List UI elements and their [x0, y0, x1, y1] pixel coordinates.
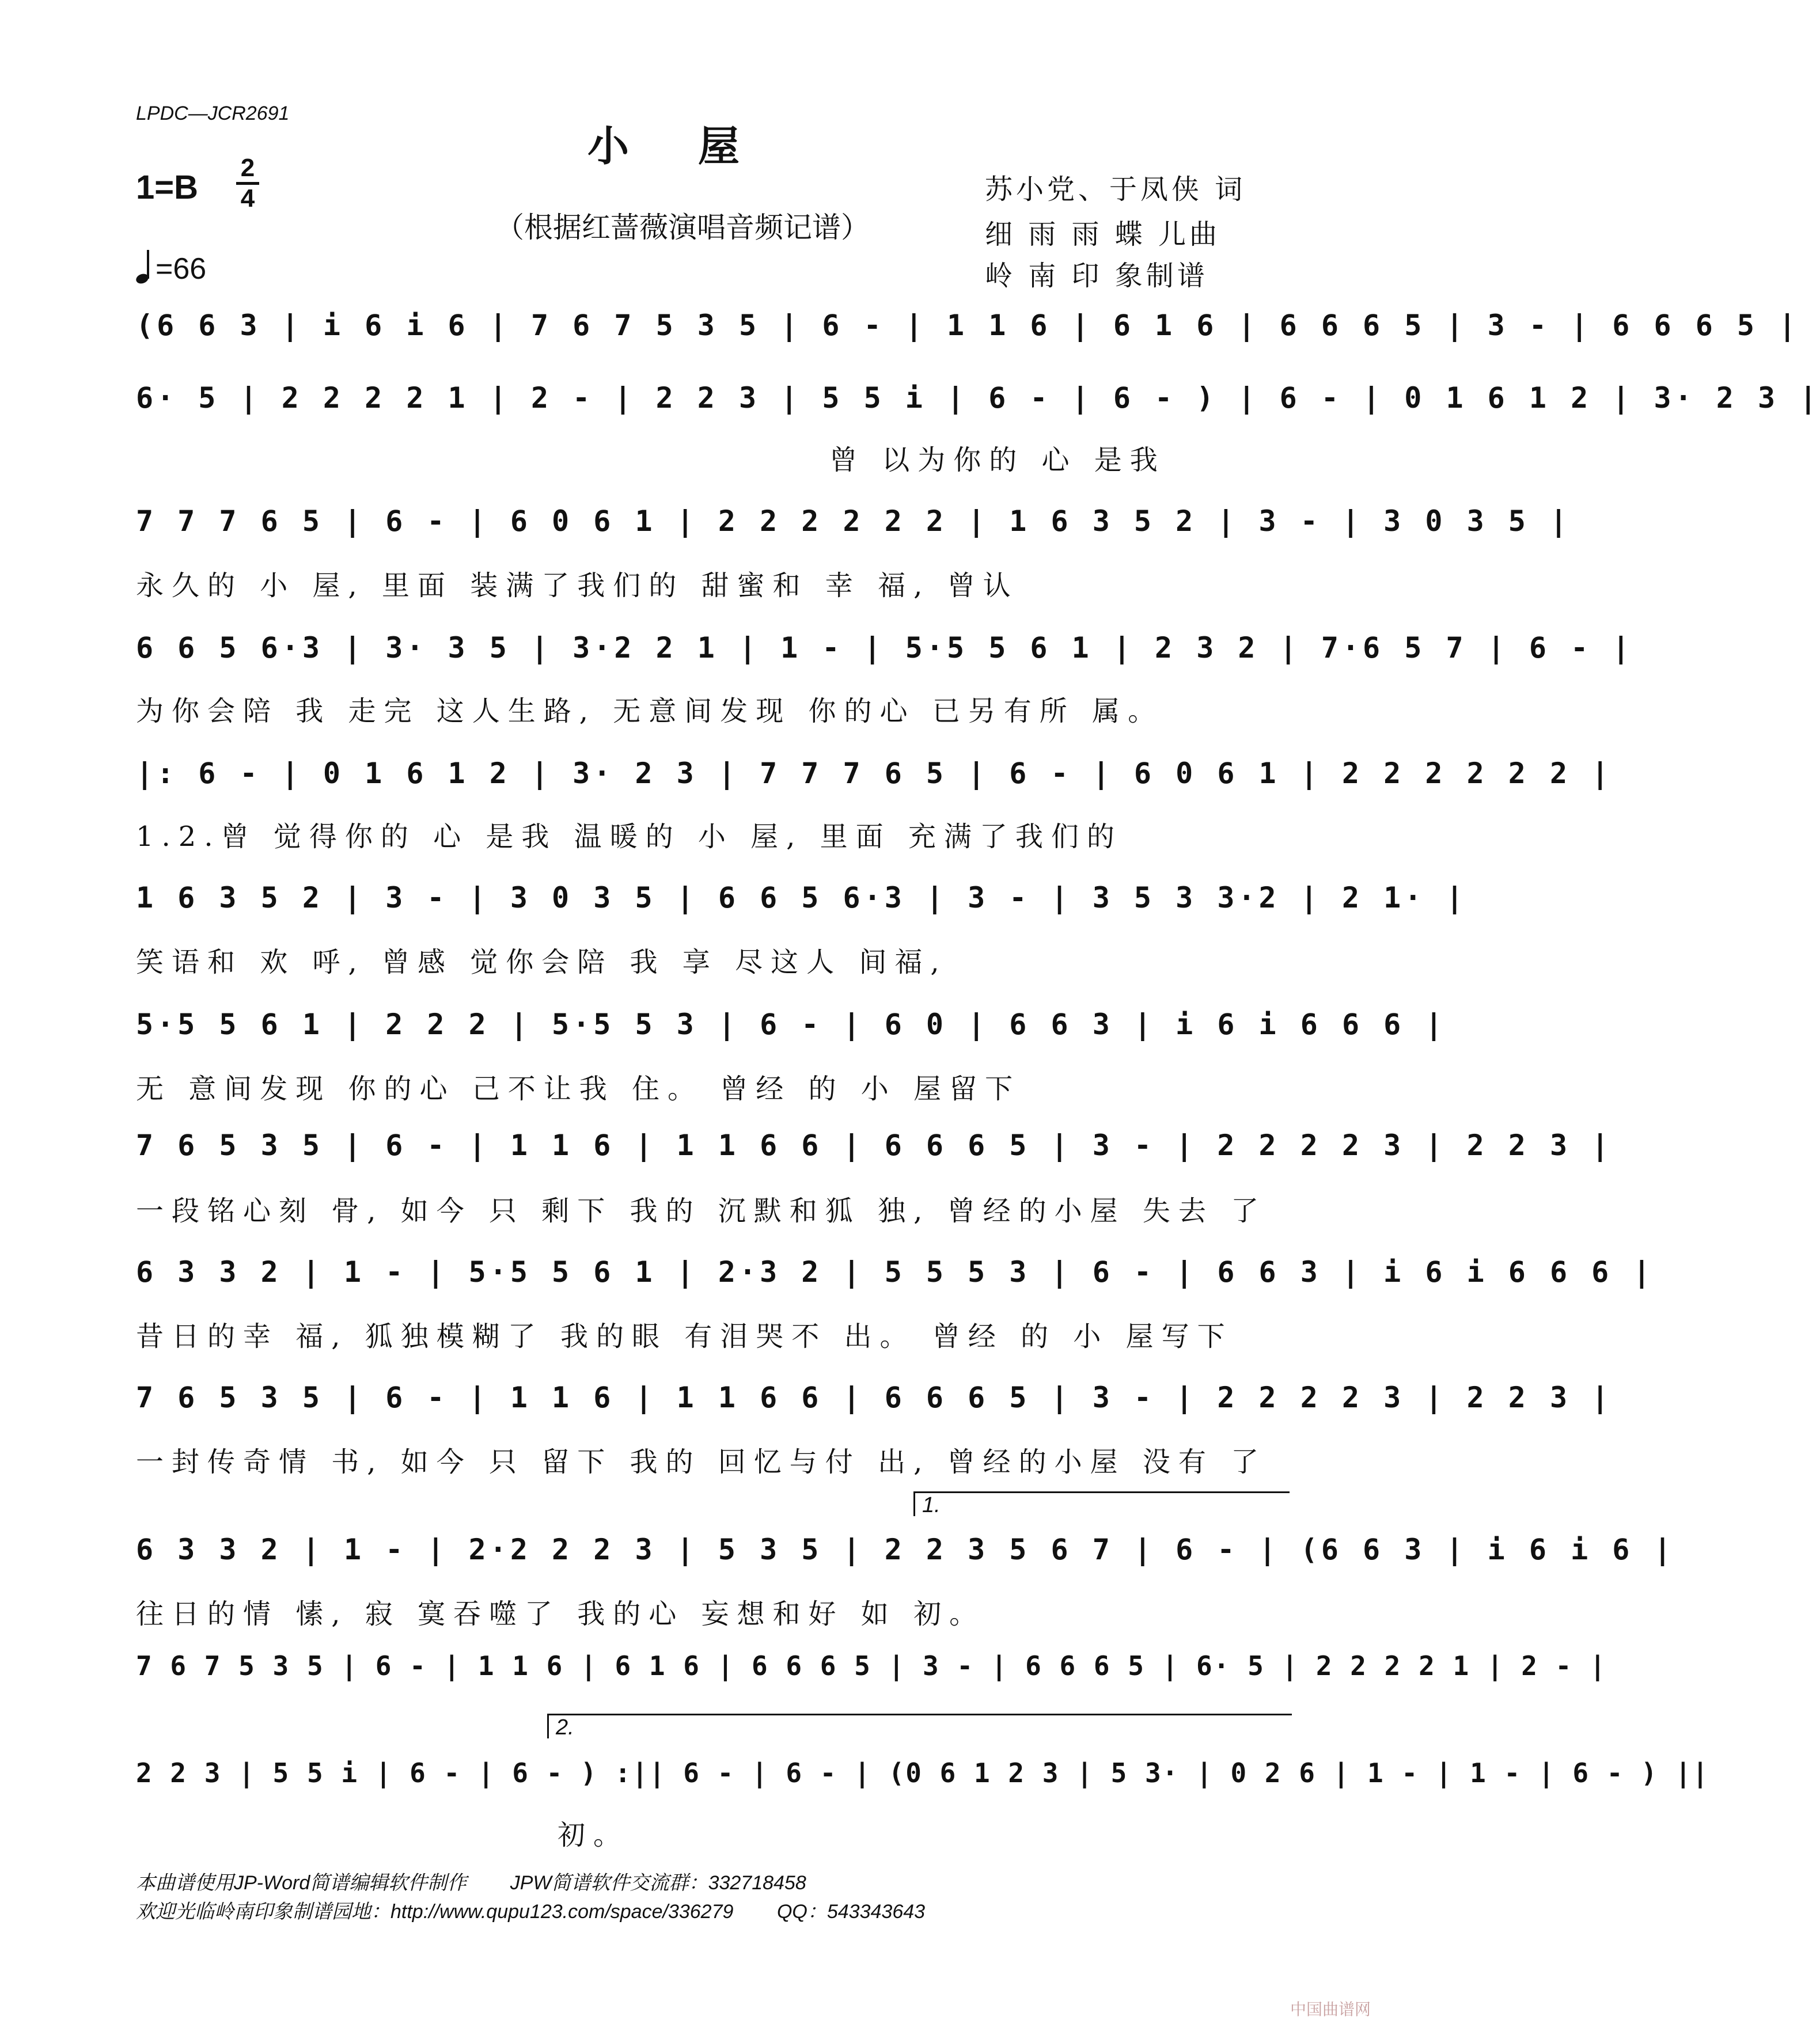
score-code: LPDC—JCR2691	[136, 102, 290, 124]
lyric-line: 曾 以为你的 心 是我	[829, 444, 1166, 476]
lyric-line: 1.2.曾 觉得你的 心 是我 温暖的 小 屋, 里面 充满了我们的	[136, 821, 1123, 853]
subtitle: （根据红蔷薇演唱音频记谱）	[495, 211, 870, 244]
volta-label-2: 2.	[556, 1715, 574, 1740]
tempo-marking	[136, 249, 206, 286]
quarter-note-icon	[136, 249, 151, 283]
notation-line: 7 7 7 6 5 | 6 - | 6 0 6 1 | 2 2 2 2 2 2 | 1 6 3 5 2 | 3 - | 3 0 3 5 |	[136, 504, 1571, 538]
meter-bottom: 4	[240, 184, 255, 212]
notation-line: 6 6 5 6·3 | 3· 3 5 | 3·2 2 1 | 1 - | 5·5 5 6 1 | 2 3 2 | 7·6 5 7 | 6 - |	[136, 631, 1633, 665]
lyric-line: 无 意间发现 你的心 己不让我 住。 曾经 的 小 屋留下	[136, 1073, 1021, 1105]
volta-bracket-2	[547, 1714, 1292, 1738]
notation-line: 7 6 7 5 3 5 | 6 - | 1 1 6 | 6 1 6 | 6 6 6 5 | 3 - | 6 6 6 5 | 6· 5 | 2 2 2 2 1 | 2 - |	[136, 1650, 1607, 1681]
credit-arranger: 岭 南 印 象制谱	[985, 260, 1208, 292]
lyric-line: 昔日的幸 福, 狐独模糊了 我的眼 有泪哭不 出。 曾经 的 小 屋写下	[136, 1320, 1233, 1353]
lyric-line: 笑语和 欢 呼, 曾感 觉你会陪 我 享 尽这人 间福,	[136, 946, 947, 978]
notation-line: |: 6 - | 0 1 6 1 2 | 3· 2 3 | 7 7 7 6 5 | 6 - | 6 0 6 1 | 2 2 2 2 2 2 |	[136, 757, 1613, 790]
notation-line: 1 6 3 5 2 | 3 - | 3 0 3 5 | 6 6 5 6·3 | 3 - | 3 5 3 3·2 | 2 1· |	[136, 881, 1467, 914]
song-title: 小屋	[587, 121, 809, 170]
credit-composer: 细 雨 雨 蝶 儿曲	[985, 218, 1221, 250]
lyric-line: 为你会陪 我 走完 这人生路, 无意间发现 你的心 已另有所 属。	[136, 695, 1164, 727]
credit-lyricist: 苏小党、于凤侠 词	[985, 173, 1246, 206]
notation-line: 6· 5 | 2 2 2 2 1 | 2 - | 2 2 3 | 5 5 i | 6 - | 6 - ) | 6 - | 0 1 6 1 2 | 3· 2 3 |	[136, 381, 1820, 415]
notation-line: 6 3 3 2 | 1 - | 2·2 2 2 3 | 5 3 5 | 2 2 3 5 6 7 | 6 - | (6 6 3 | i 6 i 6 |	[136, 1533, 1675, 1566]
notation-line: (6 6 3 | i 6 i 6 | 7 6 7 5 3 5 | 6 - | 1 1 6 | 6 1 6 | 6 6 6 5 | 3 - | 6 6 6 5 |	[136, 309, 1800, 342]
lyric-line: 往日的情 愫, 寂 寞吞噬了 我的心 妄想和好 如 初。	[136, 1598, 985, 1630]
tempo-value: =66	[156, 252, 207, 286]
notation-line: 5·5 5 6 1 | 2 2 2 | 5·5 5 3 | 6 - | 6 0 | 6 6 3 | i 6 i 6 6 6 |	[136, 1008, 1446, 1041]
key-signature: 1=B	[136, 169, 199, 206]
time-signature	[236, 155, 259, 211]
volta-bracket-1	[913, 1491, 1290, 1516]
lyric-line: 永久的 小 屋, 里面 装满了我们的 甜蜜和 幸 福, 曾认	[136, 569, 1019, 602]
lyric-line: 初。	[558, 1819, 630, 1851]
notation-line: 7 6 5 3 5 | 6 - | 1 1 6 | 1 1 6 6 | 6 6 6 5 | 3 - | 2 2 2 2 3 | 2 2 3 |	[136, 1129, 1613, 1162]
footer-website-note: 欢迎光临岭南印象制谱园地：http://www.qupu123.com/space/336279 QQ：543343643	[136, 1901, 926, 1923]
volta-label-1: 1.	[922, 1493, 941, 1517]
notation-line: 7 6 5 3 5 | 6 - | 1 1 6 | 1 1 6 6 | 6 6 6 5 | 3 - | 2 2 2 2 3 | 2 2 3 |	[136, 1381, 1613, 1414]
lyric-line: 一段铭心刻 骨, 如今 只 剩下 我的 沉默和狐 独, 曾经的小屋 失去 了	[136, 1195, 1267, 1227]
notation-line: 2 2 3 | 5 5 i | 6 - | 6 - ) :|| 6 - | 6 - | (0 6 1 2 3 | 5 3· | 0 2 6 | 1 - | 1 - | 6 - ) ||	[136, 1757, 1709, 1789]
meter-top: 2	[240, 154, 255, 182]
notation-line: 6 3 3 2 | 1 - | 5·5 5 6 1 | 2·3 2 | 5 5 5 3 | 6 - | 6 6 3 | i 6 i 6 6 6 |	[136, 1255, 1654, 1289]
site-watermark: 中国曲谱网	[1290, 2000, 1371, 2019]
lyric-line: 一封传奇情 书, 如今 只 留下 我的 回忆与付 出, 曾经的小屋 没有 了	[136, 1446, 1267, 1478]
footer-software-note: 本曲谱使用JP-Word简谱编辑软件制作 JPW简谱软件交流群：332718458	[136, 1872, 806, 1894]
